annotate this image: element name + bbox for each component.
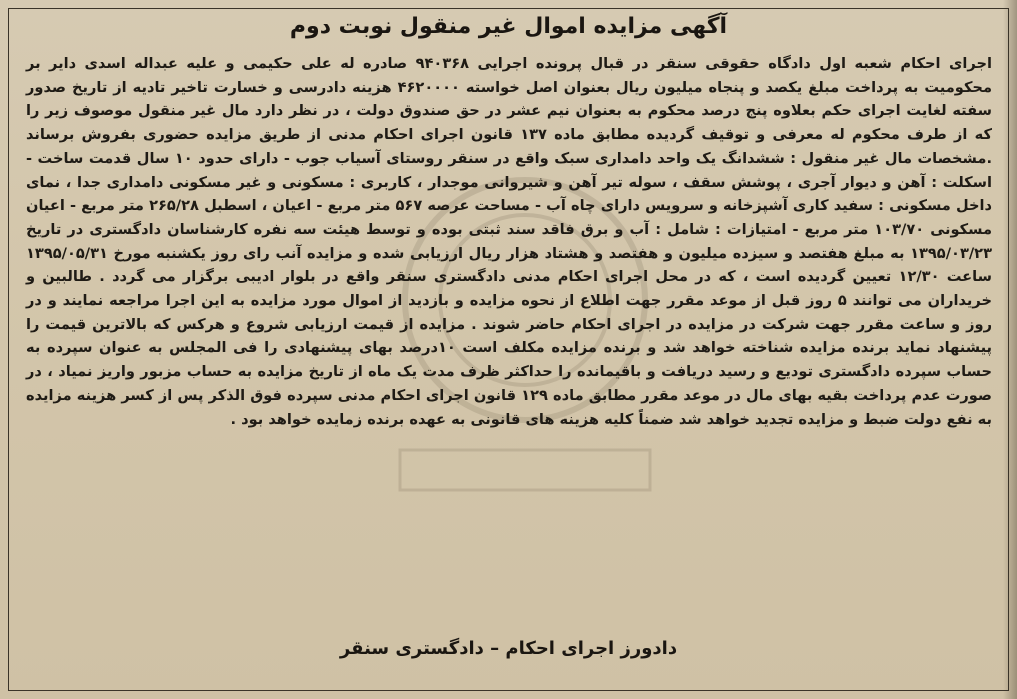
notice-title: آگهی مزایده اموال غیر منقول نوبت دوم xyxy=(289,14,728,39)
notice-body: اجرای احکام شعبه اول دادگاه حقوقی سنقر در قبال پرونده اجرایی ۹۴۰۳۶۸ صادره له علی حکیمی و علیه عبداله اسدی دایر بر محکومیت به پرداخت مبلغ یکصد و پنجاه میلیون ریال بعنوان اصل خواسته ۴۶۲۰۰۰۰ هزینه دادرسی و خسارت تاخیر تادیه از تاریخ صدور سفته لغایت اجرای حکم بعلاوه پنج درصد محکوم به بعنوان نیم عشر در حق صندوق دولت ، در نظر دارد مال غیر منقول موصوف زیر را که از طرف محکوم له معرفی و توقیف گردیده مطابق ماده ۱۳۷ قانون اجرای احکام مدنی از طریق مزایده حضوری بفروش برساند .مشخصات مال غیر منقول : ششدانگ یک واحد دامداری سبک واقع در سنقر روستای آسیاب جوب - دارای حدود ۱۰ سال قدمت ساخت - اسکلت : آهن و دیوار آجری ، پوشش سقف ، سوله تیر آهن و شیروانی موجدار ، کاربری : مسکونی و غیر مسکونی دامداری جدا ، نمای داخل مسکونی : سفید کاری آشپزخانه و سرویس دارای چاه آب - مساحت عرصه ۵۶۷ متر مربع - اعیان ، اسطبل ۲۶۵/۲۸ متر مربع - اعیان مسکونی ۱۰۳/۷۰ متر مربع - امتیازات : شامل : آب و برق فاقد سند ثبتی بوده و توسط هیئت سه نفره کارشناسان دادگستری در تاریخ ۱۳۹۵/۰۳/۲۳ به مبلغ هفتصد و سیزده میلیون و هفتصد و هشتاد هزار ریال ارزیابی شده و مزایده آنب رای روز یکشنبه مورخ ۱۳۹۵/۰۵/۳۱ ساعت ۱۲/۳۰ تعیین گردیده است ، که در محل اجرای احکام مدنی دادگستری سنقر واقع در بلوار ادیبی برگزار می گردد . طالبین و خریداران می توانند ۵ روز قبل از موعد مقرر جهت اطلاع از نحوه مزایده و بازدید از اموال مورد مزایده به این اجرا مراجعه نمایند و در روز و ساعت مقرر جهت شرکت در مزایده در اجرای احکام حاضر شوند . مزایده از قیمت ارزیابی شروع و هرکس که بالاترین قیمت را پیشنهاد نماید برنده مزایده شناخته خواهد شد و برنده مزایده مکلف است ۱۰درصد بهای پیشنهادی را فی المجلس به عنوان سپرده به حساب سپرده دادگستری تودیع و رسید دریافت و باقیمانده را حداکثر ظرف مدت یک ماه از تاریخ مزایده به حساب مزبور واریز نمیاد ، در صورت عدم پرداخت بقیه بهای مال در موعد مقرر مطابق ماده ۱۲۹ قانون اجرای احکام مدنی سپرده فوق الذکر پس از کسر هزینه مزایده به نفع دولت ضبط و مزایده تجدید خواهد شد ضمناً کلیه هزینه های قانونی به عهده برنده زمایده خواهد بود . xyxy=(26,55,993,428)
notice-signature: دادورز اجرای احکام – دادگستری سنقر xyxy=(339,638,678,659)
scan-edge-shadow xyxy=(1003,0,1017,699)
